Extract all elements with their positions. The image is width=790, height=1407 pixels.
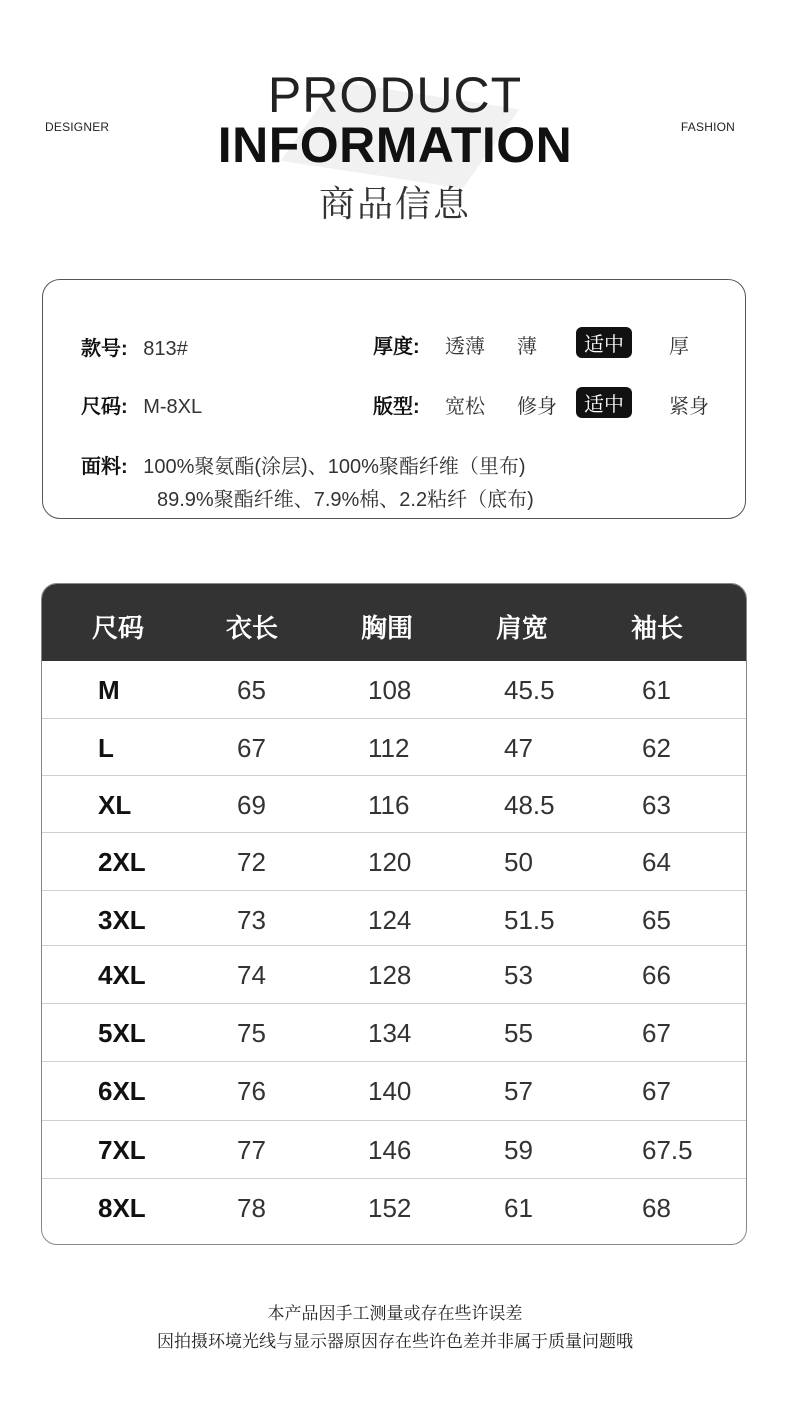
measurement-cell: 134 bbox=[368, 1018, 412, 1048]
size-cell: 7XL bbox=[98, 1135, 146, 1165]
size-range bbox=[81, 390, 202, 419]
measurement-cell: 72 bbox=[237, 847, 266, 877]
fit-option-tight: 紧身 bbox=[669, 396, 709, 418]
measurement-cell: 116 bbox=[368, 790, 410, 820]
measurement-cell: 67 bbox=[237, 733, 266, 763]
measurement-cell: 61 bbox=[504, 1193, 533, 1223]
thickness-option-thin: 薄 bbox=[517, 336, 537, 358]
measurement-cell: 67 bbox=[642, 1076, 671, 1106]
style-number-value: 813# bbox=[143, 338, 188, 360]
measurement-cell: 63 bbox=[642, 790, 671, 820]
measurement-cell: 47 bbox=[504, 733, 533, 763]
measurement-cell: 152 bbox=[368, 1193, 412, 1223]
measurement-cell: 65 bbox=[642, 905, 671, 935]
fabric-key: 面料: bbox=[81, 456, 128, 478]
title-chinese: 商品信息 bbox=[318, 183, 471, 224]
measurement-cell: 48.5 bbox=[504, 790, 555, 820]
size-cell: 4XL bbox=[98, 960, 146, 990]
size-table-header bbox=[42, 584, 747, 661]
measurement-cell: 64 bbox=[642, 847, 671, 877]
header-chest: 胸围 bbox=[361, 613, 414, 643]
measurement-cell: 73 bbox=[237, 905, 266, 935]
measurement-cell: 67 bbox=[642, 1018, 671, 1048]
title-product: PRODUCT bbox=[267, 67, 523, 123]
style-number-key: 款号: bbox=[81, 338, 128, 360]
fabric-value-1: 100%聚氨酯(涂层)、100%聚酯纤维（里布) bbox=[143, 456, 526, 478]
measurement-cell: 50 bbox=[504, 847, 533, 877]
title-information: INFORMATION bbox=[217, 117, 573, 173]
measurement-cell: 75 bbox=[237, 1018, 266, 1048]
header-size: 尺码 bbox=[92, 613, 145, 643]
thickness-key: 厚度: bbox=[373, 336, 420, 358]
table-row bbox=[42, 775, 747, 834]
measurement-cell: 128 bbox=[368, 960, 412, 990]
header-sleeve: 袖长 bbox=[631, 613, 684, 643]
size-cell: 5XL bbox=[98, 1018, 146, 1048]
fashion-label: FASHION bbox=[680, 120, 735, 134]
size-range-value: M-8XL bbox=[143, 396, 203, 418]
table-row bbox=[42, 1120, 747, 1179]
measurement-cell: 51.5 bbox=[504, 905, 555, 935]
measurement-cell: 53 bbox=[504, 960, 533, 990]
product-info-box bbox=[42, 279, 746, 519]
table-row bbox=[42, 1061, 747, 1120]
table-row bbox=[42, 890, 747, 949]
measurement-cell: 69 bbox=[237, 790, 266, 820]
size-cell: 6XL bbox=[98, 1076, 146, 1106]
thickness-option-thick: 厚 bbox=[669, 336, 689, 358]
fabric-line-1 bbox=[81, 450, 526, 479]
thickness-option-very-thin: 透薄 bbox=[445, 336, 485, 358]
size-cell: 8XL bbox=[98, 1193, 146, 1223]
size-table bbox=[41, 583, 747, 1245]
size-cell: 2XL bbox=[98, 847, 146, 877]
table-row bbox=[42, 661, 747, 719]
measurement-cell: 55 bbox=[504, 1018, 533, 1048]
table-row bbox=[42, 1178, 747, 1237]
measurement-cell: 120 bbox=[368, 847, 412, 877]
note-color: 因拍摄环境光线与显示器原因存在些许色差并非属于质量问题哦 bbox=[157, 1332, 633, 1351]
measurement-cell: 65 bbox=[237, 675, 266, 705]
fit-key: 版型: bbox=[373, 396, 420, 418]
measurement-cell: 74 bbox=[237, 960, 266, 990]
measurement-cell: 146 bbox=[368, 1135, 412, 1165]
size-cell: XL bbox=[98, 790, 132, 820]
measurement-cell: 67.5 bbox=[642, 1135, 693, 1165]
fit-option-loose: 宽松 bbox=[445, 396, 485, 418]
measurement-cell: 140 bbox=[368, 1076, 412, 1106]
measurement-cell: 45.5 bbox=[504, 675, 555, 705]
measurement-cell: 61 bbox=[642, 675, 671, 705]
measurement-cell: 57 bbox=[504, 1076, 533, 1106]
measurement-cell: 112 bbox=[368, 733, 410, 763]
fit-option-slim: 修身 bbox=[517, 396, 557, 418]
measurement-cell: 76 bbox=[237, 1076, 266, 1106]
table-row bbox=[42, 945, 747, 1004]
header-shoulder: 肩宽 bbox=[496, 613, 549, 643]
size-cell: M bbox=[98, 675, 120, 705]
table-row bbox=[42, 832, 747, 891]
fit-option-regular-selected: 适中 bbox=[576, 387, 632, 418]
measurement-cell: 62 bbox=[642, 733, 671, 763]
measurement-cell: 59 bbox=[504, 1135, 533, 1165]
note-measurement: 本产品因手工测量或存在些许误差 bbox=[267, 1304, 523, 1323]
measurement-cell: 108 bbox=[368, 675, 412, 705]
size-cell: 3XL bbox=[98, 905, 146, 935]
measurement-cell: 124 bbox=[368, 905, 412, 935]
table-row bbox=[42, 718, 747, 777]
measurement-cell: 77 bbox=[237, 1135, 266, 1165]
size-cell: L bbox=[98, 733, 114, 763]
measurement-cell: 68 bbox=[642, 1193, 671, 1223]
measurement-cell: 66 bbox=[642, 960, 671, 990]
header-length: 衣长 bbox=[226, 613, 279, 643]
designer-label: DESIGNER bbox=[45, 120, 110, 134]
fabric-value-2: 89.9%聚酯纤维、7.9%棉、2.2粘纤（底布) bbox=[157, 489, 534, 511]
thickness-option-medium-selected: 适中 bbox=[576, 327, 632, 358]
size-range-key: 尺码: bbox=[81, 396, 128, 418]
style-number bbox=[81, 332, 188, 361]
measurement-cell: 78 bbox=[237, 1193, 266, 1223]
table-row bbox=[42, 1003, 747, 1062]
